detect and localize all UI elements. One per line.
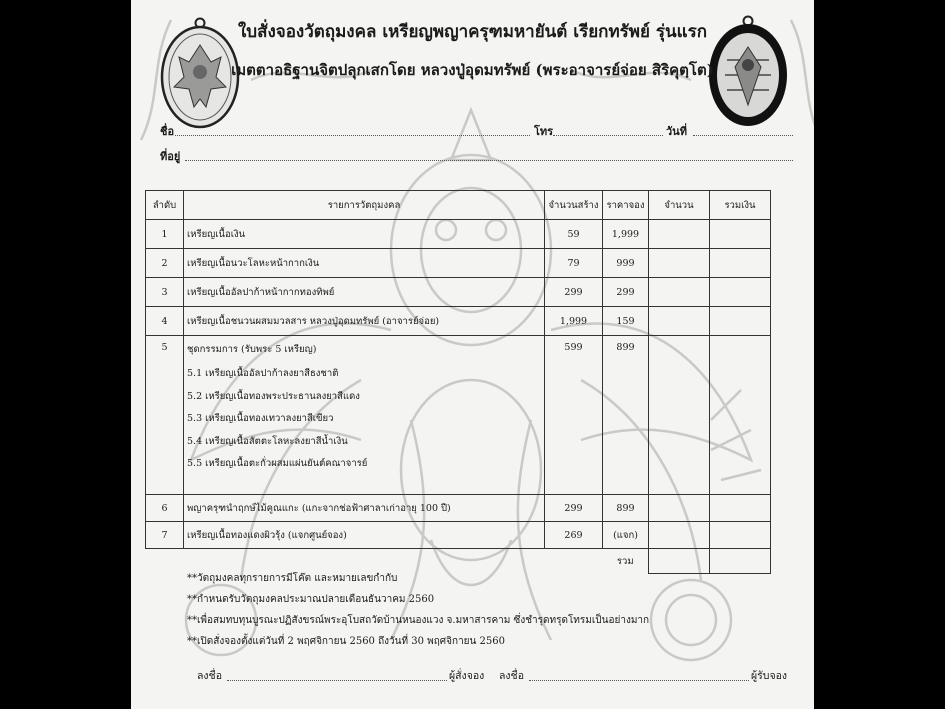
- row-produced: 299: [545, 278, 603, 307]
- col-header-quantity: จำนวน: [649, 191, 710, 220]
- col-header-no: ลำดับ: [146, 191, 184, 220]
- order-form-sheet: [131, 0, 814, 709]
- sub-item: 5.1 เหรียญเนื้ออัลปาก้าลงยาสีธงชาติ: [187, 368, 339, 379]
- name-field[interactable]: [175, 134, 530, 136]
- table-row: [146, 307, 771, 336]
- grand-total-amount[interactable]: [710, 549, 771, 574]
- row-quantity-input[interactable]: [649, 307, 710, 336]
- row-quantity-input[interactable]: [649, 249, 710, 278]
- row-total-input[interactable]: [710, 307, 771, 336]
- table-row: [146, 220, 771, 249]
- row-quantity-input[interactable]: [649, 336, 710, 495]
- address-field[interactable]: [185, 159, 793, 161]
- form-subtitle: เมตตาอธิฐานจิตปลุกเสกโดย หลวงปู่อุดมทรัพย์ (พระอาจารย์จ่อย สิริคุตฺโต): [231, 61, 714, 79]
- table-row: [146, 495, 771, 522]
- receiver-sign-label: ลงชื่อ: [499, 670, 524, 682]
- row-produced: 59: [545, 220, 603, 249]
- sub-item: 5.2 เหรียญเนื้อทองพระประธานลงยาสีแดง: [187, 390, 360, 402]
- receiver-role-label: ผู้รับจอง: [751, 670, 788, 682]
- table-row: [146, 278, 771, 307]
- row-no: 5: [146, 336, 184, 495]
- row-produced: 299: [545, 495, 603, 522]
- row-item: เหรียญเนื้ออัลปาก้าหน้ากากทองทิพย์: [184, 278, 545, 307]
- col-header-produced: จำนวนสร้าง: [545, 191, 603, 220]
- row-item: เหรียญเนื้อทองแดงผิวรุ้ง (แจกศูนย์จอง): [184, 522, 545, 549]
- row-price: 299: [603, 278, 649, 307]
- grand-total-quantity[interactable]: [649, 549, 710, 574]
- row-item: เหรียญเนื้อชนวนผสมมวลสาร หลวงปู่อุดมทรัพย์ (อาจารย์จ่อย): [184, 307, 545, 336]
- row-total-input[interactable]: [710, 336, 771, 495]
- sub-item: 5.4 เหรียญเนื้อสัตตะโลหะลงยาสีน้ำเงิน: [187, 435, 348, 447]
- row-total-input[interactable]: [710, 495, 771, 522]
- row-total-input[interactable]: [710, 522, 771, 549]
- row-price: 899: [603, 336, 649, 495]
- note-item: **กำหนดรับวัตถุมงคลประมาณปลายเดือนธันวาคม 2560: [187, 594, 435, 605]
- note-item: **เพื่อสมทบทุนบูรณะปฏิสังขรณ์พระอุโบสถวัดบ้านหนองแวง จ.มหาสารคาม ซึ่งชำรุดทรุดโทรมเป็นอย่างมาก: [187, 615, 650, 626]
- row-no: 2: [146, 249, 184, 278]
- row-no: 1: [146, 220, 184, 249]
- address-label: ที่อยู่: [160, 150, 181, 163]
- table-header-row: [146, 191, 771, 220]
- row-no: 4: [146, 307, 184, 336]
- receiver-signature-field[interactable]: [529, 679, 749, 681]
- date-field[interactable]: [693, 134, 793, 136]
- table-row: [146, 522, 771, 549]
- row-item: พญาครุฑนำฤกษ์ไม้คูณแกะ (แกะจากช่อฟ้าศาลาเก่าอายุ 100 ปี): [184, 495, 545, 522]
- col-header-price: ราคาจอง: [603, 191, 649, 220]
- row-quantity-input[interactable]: [649, 522, 710, 549]
- date-label: วันที่: [666, 125, 687, 138]
- table-row: [146, 336, 771, 495]
- row-price: 899: [603, 495, 649, 522]
- row-quantity-input[interactable]: [649, 495, 710, 522]
- row-produced: 79: [545, 249, 603, 278]
- note-item: **เปิดสั่งจองตั้งแต่วันที่ 2 พฤศจิกายน 2560 ถึงวันที่ 30 พฤศจิกายน 2560: [187, 636, 506, 647]
- note-item: **วัตถุมงคลทุกรายการมีโค๊ต และหมายเลขกำกับ: [187, 573, 398, 584]
- sub-item: 5.3 เหรียญเนื้อทองเทวาลงยาสีเขียว: [187, 413, 334, 424]
- row-item: เหรียญเนื้อเงิน: [184, 220, 545, 249]
- notes-list: [187, 568, 649, 652]
- col-header-total: รวมเงิน: [710, 191, 771, 220]
- row-price: 999: [603, 249, 649, 278]
- row-price: 159: [603, 307, 649, 336]
- table-row: [146, 249, 771, 278]
- col-header-item: รายการวัตถุมงคล: [184, 191, 545, 220]
- total-label: รวม: [616, 555, 634, 567]
- orderer-signature-field[interactable]: [227, 679, 447, 681]
- row-total-input[interactable]: [710, 220, 771, 249]
- name-label: ชื่อ: [160, 125, 175, 138]
- phone-label: โทร: [534, 125, 554, 138]
- row-produced: 599: [545, 336, 603, 495]
- row-no: 3: [146, 278, 184, 307]
- row-total-input[interactable]: [710, 249, 771, 278]
- row-quantity-input[interactable]: [649, 278, 710, 307]
- row-item: เหรียญเนื้อนวะโลหะหน้ากากเงิน: [184, 249, 545, 278]
- form-title: ใบสั่งจองวัตถุมงคล เหรียญพญาครุฑมหายันต์ เรียกทรัพย์ รุ่นแรก: [237, 22, 708, 42]
- row-produced: 269: [545, 522, 603, 549]
- orderer-role-label: ผู้สั่งจอง: [449, 670, 485, 682]
- sub-item: 5.5 เหรียญเนื้อตะกั่วผสมแผ่นยันต์คณาจารย์: [187, 458, 368, 469]
- row-quantity-input[interactable]: [649, 220, 710, 249]
- row-no: 6: [146, 495, 184, 522]
- orderer-sign-label: ลงชื่อ: [197, 670, 222, 682]
- row-no: 7: [146, 522, 184, 549]
- row-total-input[interactable]: [710, 278, 771, 307]
- order-table: [145, 190, 771, 574]
- row-price: (แจก): [603, 522, 649, 549]
- row-item: ชุดกรรมการ (รับพระ 5 เหรียญ): [187, 344, 317, 355]
- row-item-group: [184, 336, 545, 495]
- row-produced: 1,999: [545, 307, 603, 336]
- phone-field[interactable]: [553, 134, 663, 136]
- row-price: 1,999: [603, 220, 649, 249]
